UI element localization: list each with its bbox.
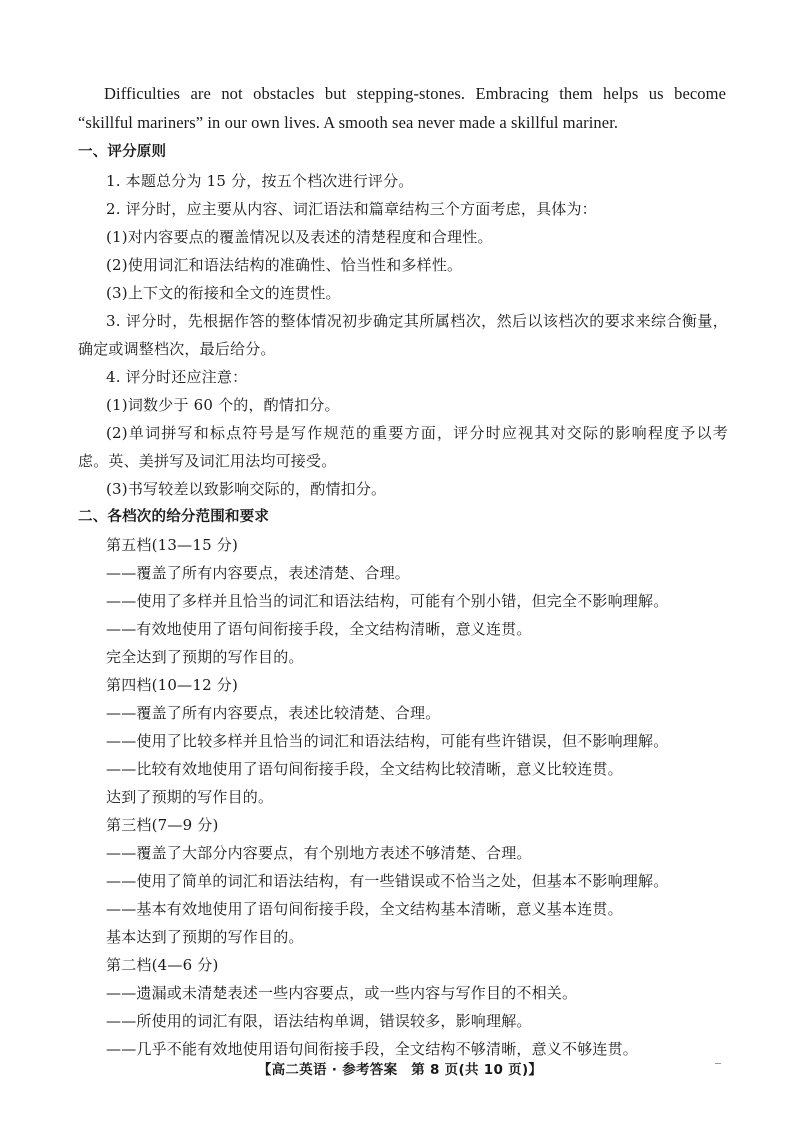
principle-4-item-2-line-2: 虑。英、美拼写及词汇用法均可接受。 (78, 452, 337, 470)
grade-4-summary: 达到了预期的写作目的。 (106, 788, 274, 806)
principle-2: 2. 评分时，应主要从内容、词汇语法和篇章结构三个方面考虑，具体为： (106, 200, 597, 218)
scan-speck (715, 1063, 721, 1064)
intro-line-2: “skillful mariners” in our own lives. A smooth sea never made a skillful mariner. (78, 113, 619, 132)
principle-4-item-1: (1)词数少于 60 个的，酌情扣分。 (106, 396, 340, 414)
principle-2-item-2: (2)使用词汇和语法结构的准确性、恰当性和多样性。 (106, 256, 463, 274)
grade-4-title: 第四档(10—12 分) (106, 676, 239, 694)
grade-5-summary: 完全达到了预期的写作目的。 (106, 648, 304, 666)
grade-3-item-1: ——覆盖了大部分内容要点，有个别地方表述不够清楚、合理。 (106, 844, 532, 862)
grade-5-item-2: ——使用了多样并且恰当的词汇和语法结构，可能有个别小错，但完全不影响理解。 (106, 592, 669, 610)
principle-2-item-1: (1)对内容要点的覆盖情况以及表述的清楚程度和合理性。 (106, 228, 493, 246)
grade-2-item-1: ——遗漏或未清楚表述一些内容要点，或一些内容与写作目的不相关。 (106, 984, 578, 1002)
grade-3-item-3: ——基本有效地使用了语句间衔接手段，全文结构基本清晰，意义基本连贯。 (106, 900, 623, 918)
principle-2-item-3: (3)上下文的衔接和全文的连贯性。 (106, 284, 341, 302)
grade-2-item-3: ——几乎不能有效地使用语句间衔接手段，全文结构不够清晰，意义不够连贯。 (106, 1040, 639, 1058)
grade-4-item-1: ——覆盖了所有内容要点，表述比较清楚、合理。 (106, 704, 441, 722)
page-footer: 【高二英语 · 参考答案 第 8 页(共 10 页)】 (257, 1062, 543, 1078)
principle-3-line-1: 3. 评分时，先根据作答的整体情况初步确定其所属档次，然后以该档次的要求来综合衡量， (106, 312, 728, 330)
principle-4-item-2-line-1: (2)单词拼写和标点符号是写作规范的重要方面，评分时应视其对交际的影响程度予以考 (106, 424, 728, 442)
section-1-heading: 一、评分原则 (78, 144, 167, 160)
grade-2-item-2: ——所使用的词汇有限，语法结构单调，错误较多，影响理解。 (106, 1012, 532, 1030)
section-2-heading: 二、各档次的给分范围和要求 (78, 509, 270, 525)
grade-4-item-2: ——使用了比较多样并且恰当的词汇和语法结构，可能有些许错误，但不影响理解。 (106, 732, 669, 750)
principle-1: 1. 本题总分为 15 分，按五个档次进行评分。 (106, 172, 414, 190)
intro-line-1: Difficulties are not obstacles but stepping-stones. Embracing them helps us become (104, 84, 726, 103)
grade-3-title: 第三档(7—9 分) (106, 816, 219, 834)
grade-2-title: 第二档(4—6 分) (106, 956, 219, 974)
grade-5-title: 第五档(13—15 分) (106, 536, 239, 554)
principle-4: 4. 评分时还应注意： (106, 368, 248, 386)
grade-4-item-3: ——比较有效地使用了语句间衔接手段，全文结构比较清晰，意义比较连贯。 (106, 760, 623, 778)
grade-3-item-2: ——使用了简单的词汇和语法结构，有一些错误或不恰当之处，但基本不影响理解。 (106, 872, 669, 890)
grade-5-item-1: ——覆盖了所有内容要点，表述清楚、合理。 (106, 564, 411, 582)
principle-3-line-2: 确定或调整档次，最后给分。 (78, 340, 276, 358)
principle-4-item-3: (3)书写较差以致影响交际的，酌情扣分。 (106, 480, 387, 498)
grade-5-item-3: ——有效地使用了语句间衔接手段，全文结构清晰，意义连贯。 (106, 620, 532, 638)
grade-3-summary: 基本达到了预期的写作目的。 (106, 928, 304, 946)
